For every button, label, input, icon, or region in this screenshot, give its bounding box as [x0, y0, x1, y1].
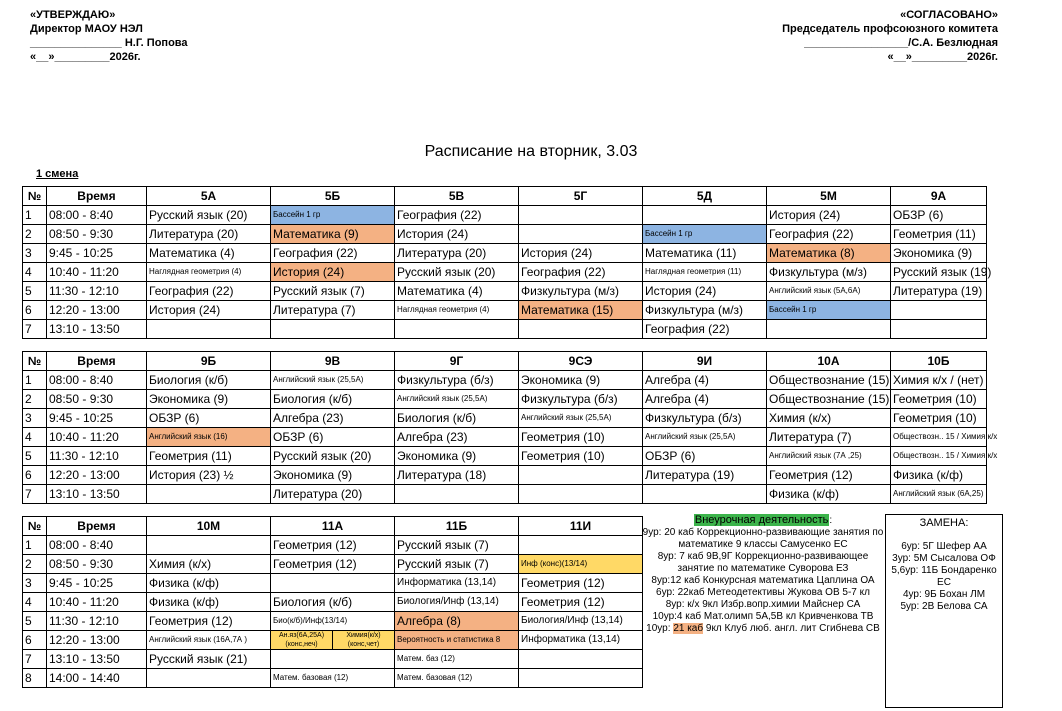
table-row — [23, 206, 987, 225]
lesson-cell — [519, 225, 643, 244]
lesson-number: 6 — [23, 631, 47, 650]
lesson-cell: Математика (4) — [395, 282, 519, 301]
class-header: 9В — [271, 352, 395, 371]
table-row — [23, 282, 987, 301]
lesson-cell — [519, 485, 643, 504]
lesson-cell: Литература (18) — [395, 466, 519, 485]
table-row — [23, 447, 987, 466]
lesson-cell: Обществозн.. 15 / Химия к/х — [891, 447, 987, 466]
lesson-cell: Английский язык (25,5А) — [395, 390, 519, 409]
lesson-time: 13:10 - 13:50 — [47, 485, 147, 504]
lesson-cell: Экономика (9) — [519, 371, 643, 390]
lesson-cell: Наглядная геометрия (11) — [643, 263, 767, 282]
table-row — [23, 555, 643, 574]
lesson-time: 10:40 - 11:20 — [47, 593, 147, 612]
lesson-number: 7 — [23, 650, 47, 669]
lesson-cell: Матем. базовая (12) — [271, 669, 395, 688]
col-number-header: № — [23, 187, 47, 206]
lesson-time: 10:40 - 11:20 — [47, 263, 147, 282]
lesson-cell — [519, 320, 643, 339]
substitution-item: 6ур: 5Г Шефер АА — [901, 541, 987, 552]
lesson-cell: Физкультура (м/з) — [643, 301, 767, 320]
lesson-number: 7 — [23, 485, 47, 504]
lesson-cell: ОБЗР (6) — [271, 428, 395, 447]
lesson-cell: Русский язык (20) — [271, 447, 395, 466]
lesson-cell: Геометрия (12) — [519, 574, 643, 593]
lesson-cell: Геометрия (12) — [519, 593, 643, 612]
col-number-header: № — [23, 517, 47, 536]
lesson-time: 13:10 - 13:50 — [47, 320, 147, 339]
lesson-cell: Бассейн 1 гр — [643, 225, 767, 244]
lesson-time: 08:00 - 8:40 — [47, 536, 147, 555]
lesson-number: 5 — [23, 282, 47, 301]
lesson-number: 6 — [23, 301, 47, 320]
lesson-cell — [271, 320, 395, 339]
lesson-cell: Геометрия (10) — [891, 390, 987, 409]
table-row — [23, 371, 987, 390]
lesson-cell: Русский язык (7) — [271, 282, 395, 301]
lesson-cell: Матем. баз (12) — [395, 650, 519, 669]
lesson-cell: Информатика (13,14) — [519, 631, 643, 650]
lesson-cell: Обществозн.. 15 / Химия к/х — [891, 428, 987, 447]
lesson-cell: Химия (к/х) — [147, 555, 271, 574]
substitutions-block — [885, 514, 1003, 708]
lesson-cell — [643, 206, 767, 225]
extra-last-pre: 10ур: — [646, 623, 674, 634]
lesson-cell — [519, 536, 643, 555]
lesson-cell: Биология/Инф (13,14) — [519, 612, 643, 631]
lesson-cell: Геометрия (11) — [147, 447, 271, 466]
lesson-cell: История (24) — [519, 244, 643, 263]
lesson-cell — [519, 669, 643, 688]
lesson-cell: География (22) — [643, 320, 767, 339]
class-header: 10А — [767, 352, 891, 371]
lesson-cell: История (24) — [395, 225, 519, 244]
extracurricular-item: 10ур:4 каб Мат.олимп 5А,5В кл Кривченкова ТВ — [652, 611, 874, 622]
lesson-time: 13:10 - 13:50 — [47, 650, 147, 669]
lesson-split-right: Химия(к/х) (конс,чет) — [333, 631, 394, 649]
lesson-cell — [519, 650, 643, 669]
extracurricular-item: 9ур: 20 каб Коррекционно-развивающие занятия по математике 9 классы Самусенко ЕС — [642, 527, 884, 550]
schedule-table-1 — [22, 186, 992, 339]
lesson-cell: Геометрия (10) — [519, 447, 643, 466]
agree-title: «СОГЛАСОВАНО» — [900, 9, 998, 21]
table-row — [23, 409, 987, 428]
substitution-item: 5,6ур: 11Б Бондаренко ЕС — [891, 565, 997, 588]
lesson-cell: Физика (к/ф) — [147, 574, 271, 593]
schedule-table-2 — [22, 351, 998, 504]
lesson-cell: ОБЗР (6) — [147, 409, 271, 428]
class-header: 5А — [147, 187, 271, 206]
lesson-cell — [767, 320, 891, 339]
lesson-cell: Литература (20) — [147, 225, 271, 244]
lesson-cell: Экономика (9) — [395, 447, 519, 466]
lesson-cell: Физика (к/ф) — [767, 485, 891, 504]
approve-position: Директор МАОУ НЭЛ — [30, 23, 143, 35]
class-header: 9Б — [147, 352, 271, 371]
lesson-cell: Биология (к/б) — [395, 409, 519, 428]
lesson-number: 2 — [23, 225, 47, 244]
lesson-cell: Русский язык (7) — [395, 555, 519, 574]
lesson-cell: Инф (конс)(13/14) — [519, 555, 643, 574]
header-row — [23, 187, 987, 206]
table-row — [23, 536, 643, 555]
lesson-cell: Геометрия (12) — [271, 536, 395, 555]
agree-signature: _________________/С.А. Безлюдная — [804, 37, 998, 49]
lesson-cell: Литература (20) — [271, 485, 395, 504]
class-header: 5Б — [271, 187, 395, 206]
extracurricular-item: 8ур: к/х 9кл Избр.вопр.химии Майснер СА — [665, 599, 861, 610]
table-row — [23, 301, 987, 320]
table-row — [23, 593, 643, 612]
lesson-time: 11:30 - 12:10 — [47, 447, 147, 466]
lesson-cell: Литература (19) — [891, 282, 987, 301]
lesson-cell: Матем. базовая (12) — [395, 669, 519, 688]
table-row — [23, 612, 643, 631]
extracurricular-item — [641, 623, 885, 635]
lesson-cell: Обществознание (15) — [767, 371, 891, 390]
lesson-cell: Физкультура (б/з) — [519, 390, 643, 409]
lesson-cell — [519, 466, 643, 485]
lesson-cell: Математика (9) — [271, 225, 395, 244]
extracurricular-block: Внеурочная деятельность: 9ур: 20 каб Коррекционно-развивающие занятия по математике 9 классы Самусенко ЕС 8ур: 7 каб 9В,9Г Коррекционно-развивающее занятие по математике Суворова ЕЗ 8ур:12 каб Конкурсная математика Цаплина ОА 6ур: 22каб Метеодетективы Жукова ОВ 5-7 кл 8ур: к/х 9кл Избр.вопр.химии Майснер СА 10ур:4 каб Мат.олимп 5А,5В кл Кривченкова ТВ 10ур: 21 каб 9кл Клуб люб. англ. лит Сгибнева СВ — [642, 514, 884, 634]
lesson-cell: Русский язык (19) — [891, 263, 987, 282]
lesson-cell: ОБЗР (6) — [643, 447, 767, 466]
lesson-cell: Наглядная геометрия (4) — [147, 263, 271, 282]
lesson-cell: Физкультура (м/з) — [767, 263, 891, 282]
lesson-cell: Русский язык (20) — [395, 263, 519, 282]
lesson-time: 9:45 - 10:25 — [47, 574, 147, 593]
table-row — [23, 631, 643, 650]
lesson-time: 12:20 - 13:00 — [47, 301, 147, 320]
lesson-time: 11:30 - 12:10 — [47, 282, 147, 301]
lesson-cell — [891, 320, 987, 339]
lesson-cell — [147, 485, 271, 504]
lesson-cell: Физика (к/ф) — [147, 593, 271, 612]
lesson-cell: Вероятность и статистика 8 — [395, 631, 519, 650]
class-header: 11А — [271, 517, 395, 536]
table-row — [23, 390, 987, 409]
lesson-cell: Физкультура (б/з) — [643, 409, 767, 428]
lesson-split-left: Ан.яз(6А,25А) (конс,неч) — [271, 631, 333, 649]
lesson-cell: Биология/Инф (13,14) — [395, 593, 519, 612]
agree-date: «__»_________2026г. — [887, 51, 998, 63]
lesson-cell: Экономика (9) — [891, 244, 987, 263]
col-number-header: № — [23, 352, 47, 371]
lesson-number: 3 — [23, 409, 47, 428]
lesson-time: 08:00 - 8:40 — [47, 371, 147, 390]
substitution-item: 4ур: 9Б Бохан ЛМ — [902, 589, 986, 600]
col-time-header: Время — [47, 517, 147, 536]
lesson-cell — [147, 320, 271, 339]
lesson-cell: Биология (к/б) — [147, 371, 271, 390]
lesson-number: 1 — [23, 371, 47, 390]
lesson-cell: Русский язык (20) — [147, 206, 271, 225]
lesson-number: 3 — [23, 574, 47, 593]
class-header: 9Г — [395, 352, 519, 371]
table-row — [23, 244, 987, 263]
lesson-cell: Математика (8) — [767, 244, 891, 263]
lesson-time: 12:20 - 13:00 — [47, 631, 147, 650]
lesson-number: 4 — [23, 593, 47, 612]
lesson-cell: Химия к/х / (нет) — [891, 371, 987, 390]
table-row — [23, 263, 987, 282]
lesson-cell: ОБЗР (6) — [891, 206, 987, 225]
lesson-cell: История (23) ½ — [147, 466, 271, 485]
lesson-cell — [147, 536, 271, 555]
lesson-cell — [519, 206, 643, 225]
lesson-cell: История (24) — [271, 263, 395, 282]
lesson-cell: География (22) — [271, 244, 395, 263]
lesson-number: 3 — [23, 244, 47, 263]
lesson-number: 2 — [23, 555, 47, 574]
extracurricular-item: 8ур: 7 каб 9В,9Г Коррекционно-развивающее занятие по математике Суворова ЕЗ — [657, 551, 869, 574]
lesson-cell: Геометрия (10) — [891, 409, 987, 428]
class-header: 5В — [395, 187, 519, 206]
substitutions-heading: ЗАМЕНА: — [919, 517, 969, 529]
lesson-cell: Биология (к/б) — [271, 390, 395, 409]
table-row — [23, 574, 643, 593]
lesson-cell: Математика (11) — [643, 244, 767, 263]
lesson-cell: Русский язык (7) — [395, 536, 519, 555]
lesson-cell: Английский язык (7А ,25) — [767, 447, 891, 466]
approve-title: «УТВЕРЖДАЮ» — [30, 9, 116, 21]
lesson-cell: Физика (к/ф) — [891, 466, 987, 485]
extracurricular-item: 6ур: 22каб Метеодетективы Жукова ОВ 5-7 кл — [656, 587, 870, 598]
lesson-cell — [147, 669, 271, 688]
lesson-cell: География (22) — [147, 282, 271, 301]
shift-label: 1 смена — [36, 168, 79, 180]
lesson-cell: Физкультура (м/з) — [519, 282, 643, 301]
extracurricular-item: 8ур:12 каб Конкурсная математика Цаплина ОА — [651, 575, 875, 586]
lesson-cell: Наглядная геометрия (4) — [395, 301, 519, 320]
class-header: 10М — [147, 517, 271, 536]
table-row — [23, 485, 987, 504]
header-row — [23, 517, 643, 536]
substitution-item: 5ур: 2В Белова СА — [900, 601, 988, 612]
table-row — [23, 650, 643, 669]
lesson-cell — [395, 320, 519, 339]
lesson-cell: Геометрия (12) — [767, 466, 891, 485]
lesson-time: 08:50 - 9:30 — [47, 225, 147, 244]
lesson-cell: Английский язык (16) — [147, 428, 271, 447]
table-row — [23, 466, 987, 485]
lesson-cell: Английский язык (6А,25) — [891, 485, 987, 504]
lesson-time: 11:30 - 12:10 — [47, 612, 147, 631]
lesson-cell: Обществознание (15) — [767, 390, 891, 409]
lesson-number: 6 — [23, 466, 47, 485]
extracurricular-heading: Внеурочная деятельность — [694, 514, 829, 526]
lesson-cell-split — [271, 631, 395, 650]
approve-block — [30, 8, 188, 64]
approve-date: «__»_________2026г. — [30, 51, 141, 63]
approve-signature: _______________ Н.Г. Попова — [30, 37, 188, 49]
lesson-cell: Алгебра (4) — [643, 371, 767, 390]
class-header: 5М — [767, 187, 891, 206]
lesson-cell: Био(к/б)/Инф(13/14) — [271, 612, 395, 631]
lesson-cell: Английский язык (16А,7А ) — [147, 631, 271, 650]
lesson-number: 4 — [23, 428, 47, 447]
lesson-cell: Литература (7) — [767, 428, 891, 447]
lesson-cell: Литература (19) — [643, 466, 767, 485]
lesson-cell — [891, 301, 987, 320]
extra-last-post: 9кл Клуб люб. англ. лит Сгибнева СВ — [703, 623, 880, 634]
table-row — [23, 225, 987, 244]
lesson-time: 9:45 - 10:25 — [47, 244, 147, 263]
lesson-cell: Информатика (13,14) — [395, 574, 519, 593]
table-row — [23, 320, 987, 339]
extracurricular-list — [641, 527, 885, 623]
lesson-cell: История (24) — [767, 206, 891, 225]
table-row — [23, 669, 643, 688]
lesson-cell: Бассейн 1 гр — [767, 301, 891, 320]
lesson-cell: Геометрия (12) — [271, 555, 395, 574]
lesson-cell: Алгебра (23) — [271, 409, 395, 428]
agree-block — [782, 8, 998, 64]
class-header: 11И — [519, 517, 643, 536]
schedule-table-3 — [22, 516, 643, 688]
lesson-cell: История (24) — [147, 301, 271, 320]
lesson-cell: Алгебра (8) — [395, 612, 519, 631]
class-header: 5Г — [519, 187, 643, 206]
lesson-cell: Геометрия (10) — [519, 428, 643, 447]
lesson-cell: Геометрия (12) — [147, 612, 271, 631]
lesson-cell: Экономика (9) — [147, 390, 271, 409]
class-header: 9И — [643, 352, 767, 371]
lesson-cell — [271, 650, 395, 669]
lesson-time: 12:20 - 13:00 — [47, 466, 147, 485]
extra-last-highlight: 21 каб — [673, 623, 704, 634]
lesson-number: 4 — [23, 263, 47, 282]
lesson-cell: Бассейн 1 гр — [271, 206, 395, 225]
lesson-cell: География (22) — [395, 206, 519, 225]
substitutions-list — [886, 541, 1002, 613]
class-header: 9СЭ — [519, 352, 643, 371]
class-header: 10Б — [891, 352, 987, 371]
lesson-cell: Алгебра (4) — [643, 390, 767, 409]
lesson-cell: Английский язык (5А,6А) — [767, 282, 891, 301]
lesson-number: 1 — [23, 536, 47, 555]
lesson-time: 14:00 - 14:40 — [47, 669, 147, 688]
lesson-number: 5 — [23, 612, 47, 631]
lesson-number: 5 — [23, 447, 47, 466]
lesson-cell: Математика (4) — [147, 244, 271, 263]
lesson-cell: Алгебра (23) — [395, 428, 519, 447]
col-time-header: Время — [47, 352, 147, 371]
agree-position: Председатель профсоюзного комитета — [782, 23, 998, 35]
lesson-cell: Экономика (9) — [271, 466, 395, 485]
header-row — [23, 352, 987, 371]
lesson-cell: Английский язык (25,5А) — [519, 409, 643, 428]
lesson-time: 08:00 - 8:40 — [47, 206, 147, 225]
lesson-number: 8 — [23, 669, 47, 688]
lesson-cell: Физкультура (б/з) — [395, 371, 519, 390]
lesson-cell: Английский язык (25,5А) — [643, 428, 767, 447]
class-header: 5Д — [643, 187, 767, 206]
lesson-number: 2 — [23, 390, 47, 409]
lesson-cell: Математика (15) — [519, 301, 643, 320]
lesson-time: 10:40 - 11:20 — [47, 428, 147, 447]
lesson-cell — [271, 574, 395, 593]
lesson-number: 1 — [23, 206, 47, 225]
lesson-time: 9:45 - 10:25 — [47, 409, 147, 428]
lesson-cell: География (22) — [519, 263, 643, 282]
lesson-cell: Геометрия (11) — [891, 225, 987, 244]
substitution-item: 3ур: 5М Сысалова ОФ — [892, 553, 996, 564]
col-time-header: Время — [47, 187, 147, 206]
lesson-cell: Биология (к/б) — [271, 593, 395, 612]
lesson-cell: Английский язык (25,5А) — [271, 371, 395, 390]
lesson-time: 08:50 - 9:30 — [47, 555, 147, 574]
table-row — [23, 428, 987, 447]
lesson-cell: Химия (к/х) — [767, 409, 891, 428]
lesson-cell: Литература (7) — [271, 301, 395, 320]
lesson-number: 7 — [23, 320, 47, 339]
lesson-cell — [395, 485, 519, 504]
lesson-cell: Литература (20) — [395, 244, 519, 263]
lesson-time: 08:50 - 9:30 — [47, 390, 147, 409]
lesson-cell — [643, 485, 767, 504]
class-header: 9А — [891, 187, 987, 206]
lesson-cell: География (22) — [767, 225, 891, 244]
lesson-cell: Русский язык (21) — [147, 650, 271, 669]
class-header: 11Б — [395, 517, 519, 536]
page-title: Расписание на вторник, 3.03 — [424, 143, 638, 160]
lesson-cell: История (24) — [643, 282, 767, 301]
